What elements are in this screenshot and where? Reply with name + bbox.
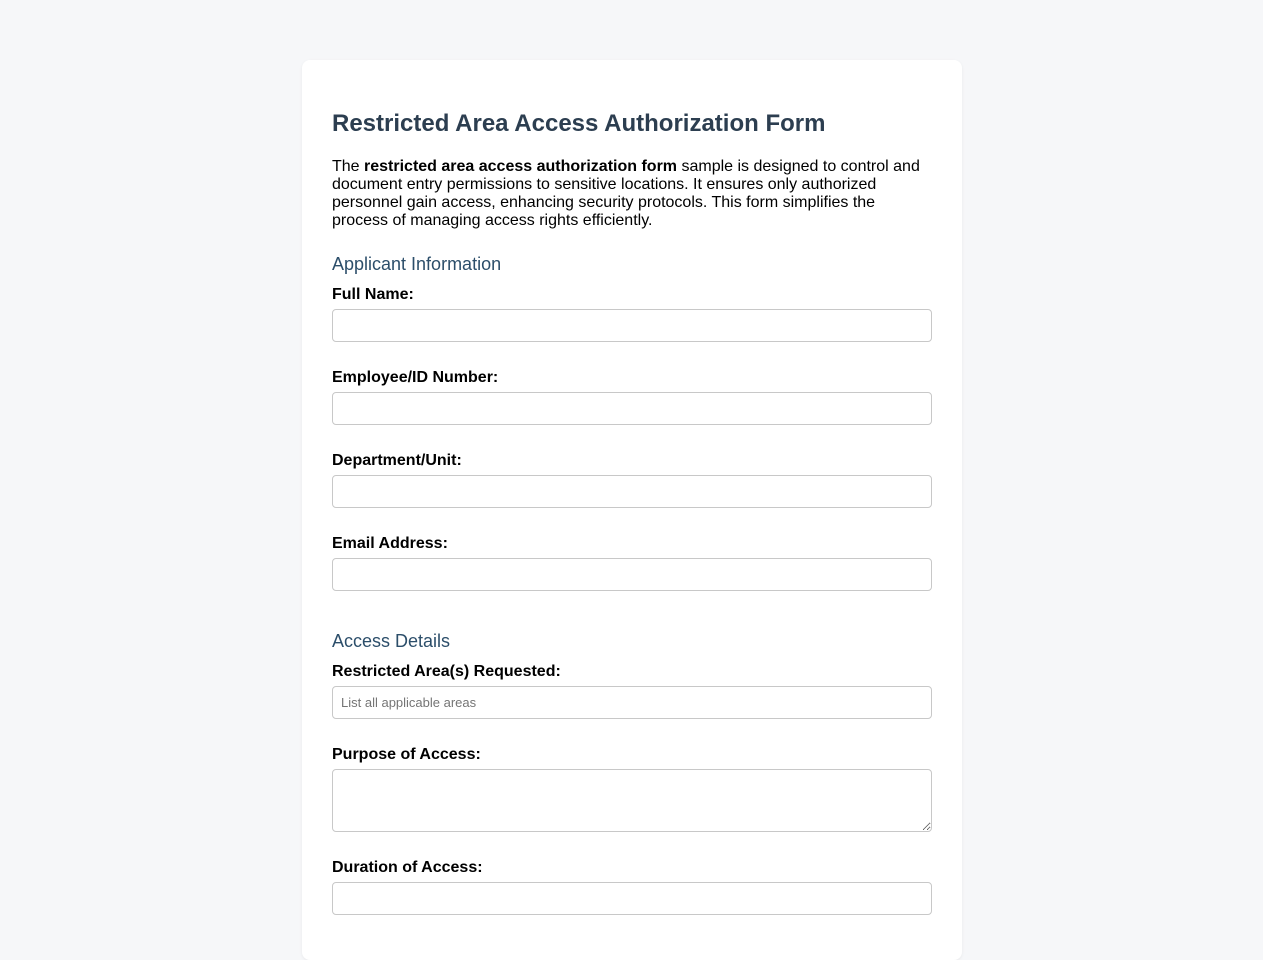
- full-name-label: Full Name:: [332, 286, 414, 303]
- department-input[interactable]: [332, 475, 932, 508]
- employee-id-input[interactable]: [332, 392, 932, 425]
- section-access-details: Access Details: [332, 631, 451, 651]
- restricted-areas-input[interactable]: [332, 686, 932, 719]
- intro-suffix: sample is designed to control and document entry permissions to sensitive locations. It ensures only authorized personnel gain access, enhancing security protocols. This form simplifies the process of managing access rights efficiently.: [332, 158, 920, 229]
- duration-input[interactable]: [332, 882, 932, 915]
- employee-id-label: Employee/ID Number:: [332, 369, 499, 386]
- department-label: Department/Unit:: [332, 452, 462, 469]
- duration-label: Duration of Access:: [332, 859, 483, 876]
- restricted-areas-label: Restricted Area(s) Requested:: [332, 663, 561, 680]
- intro-bold: restricted area access authorization form: [364, 158, 678, 175]
- form-description: [332, 158, 932, 230]
- email-label: Email Address:: [332, 535, 448, 552]
- page-title: Restricted Area Access Authorization Form: [332, 110, 826, 137]
- section-applicant-information: Applicant Information: [332, 254, 502, 274]
- full-name-input[interactable]: [332, 309, 932, 342]
- form-card: [302, 60, 962, 960]
- intro-prefix: The: [332, 158, 365, 175]
- purpose-label: Purpose of Access:: [332, 746, 481, 763]
- purpose-textarea[interactable]: [332, 769, 932, 832]
- email-input[interactable]: [332, 558, 932, 591]
